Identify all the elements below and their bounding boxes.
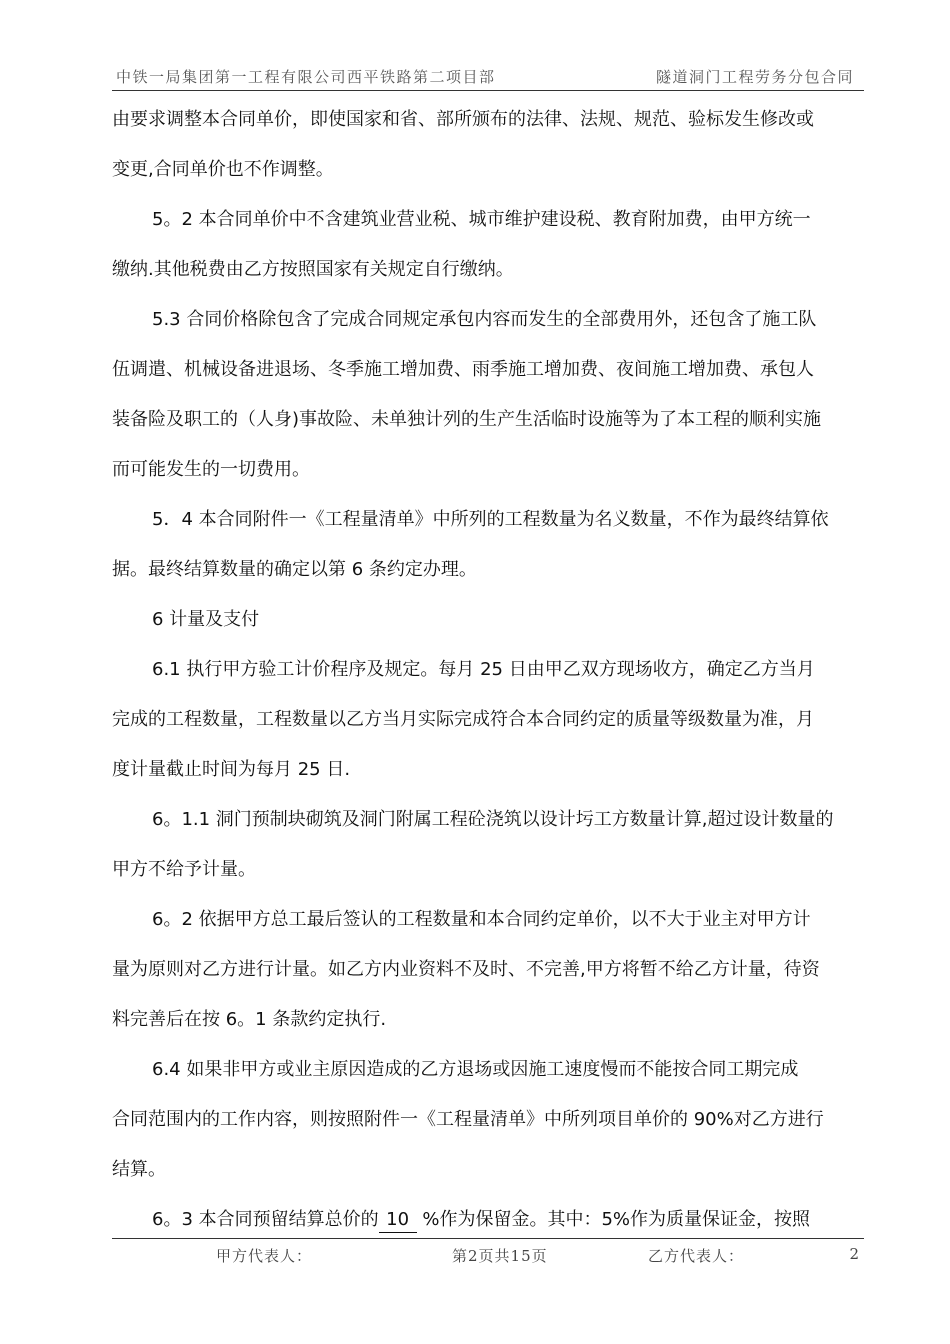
page-info: 第2页共15页 <box>452 1247 548 1265</box>
retention-percentage-value: 10 <box>379 1208 417 1233</box>
clause-5-2: 5。2 本合同单价中不含建筑业营业税、城市维护建设税、教育附加费，由甲方统一 <box>152 209 811 230</box>
text-line: 由要求调整本合同单价，即使国家和省、部所颁布的法律、法规、规范、验标发生修改或 <box>112 109 814 130</box>
clause-5-4: 5．4 本合同附件一《工程量清单》中所列的工程数量为名义数量，不作为最终结算依 <box>152 509 829 530</box>
page-header <box>112 64 864 91</box>
text-line: 量为原则对乙方进行计量。如乙方内业资料不及时、不完善,甲方将暂不给乙方计量，待资 <box>112 959 820 980</box>
clause-6-1: 6.1 执行甲方验工计价程序及规定。每月 25 日由甲乙双方现场收方，确定乙方当月 <box>152 659 815 680</box>
party-b-representative: 乙方代表人： <box>648 1247 745 1265</box>
text-line: 伍调遣、机械设备进退场、冬季施工增加费、雨季施工增加费、夜间施工增加费、承包人 <box>112 359 814 380</box>
page-footer <box>112 1238 864 1269</box>
text-line: 变更,合同单价也不作调整。 <box>112 159 334 180</box>
text-line: 装备险及职工的（人身)事故险、未单独计列的生产生活临时设施等为了本工程的顺利实施 <box>112 409 822 430</box>
party-a-representative: 甲方代表人： <box>216 1247 313 1265</box>
clause-6-3 <box>152 1208 810 1232</box>
text-line: 据。最终结算数量的确定以第 6 条约定办理。 <box>112 559 477 580</box>
text-line: 而可能发生的一切费用。 <box>112 459 310 480</box>
clause-6-4: 6.4 如果非甲方或业主原因造成的乙方退场或因施工速度慢而不能按合同工期完成 <box>152 1059 799 1080</box>
clause-6-1-1: 6。1.1 洞门预制块砌筑及洞门附属工程砼浇筑以设计圬工方数量计算,超过设计数量的 <box>152 809 834 830</box>
clause-6-2: 6。2 依据甲方总工最后签认的工程数量和本合同约定单价，以不大于业主对甲方计 <box>152 909 811 930</box>
text-line: 完成的工程数量，工程数量以乙方当月实际完成符合本合同约定的质量等级数量为准，月 <box>112 709 814 730</box>
text-line: 结算。 <box>112 1159 166 1180</box>
header-contract-title: 隧道洞门工程劳务分包合同 <box>655 68 854 86</box>
section-6-heading: 6 计量及支付 <box>152 609 260 630</box>
text-line: 甲方不给予计量。 <box>112 859 256 880</box>
text-line: 料完善后在按 6。1 条款约定执行. <box>112 1009 387 1030</box>
clause-5-3: 5.3 合同价格除包含了完成合同规定承包内容而发生的全部费用外，还包含了施工队 <box>152 309 817 330</box>
clause-6-3-prefix: 6。3 本合同预留结算总价的 <box>152 1209 379 1230</box>
text-line: 合同范围内的工作内容，则按照附件一《工程量清单》中所列项目单价的 90%对乙方进行 <box>112 1109 824 1130</box>
page-number: 2 <box>849 1245 860 1263</box>
text-line: 缴纳.其他税费由乙方按照国家有关规定自行缴纳。 <box>112 259 514 280</box>
text-line: 度计量截止时间为每月 25 日. <box>112 759 351 780</box>
clause-6-3-suffix: %作为保留金。其中：5%作为质量保证金，按照 <box>416 1209 811 1230</box>
header-company: 中铁一局集团第一工程有限公司西平铁路第二项目部 <box>116 68 496 86</box>
